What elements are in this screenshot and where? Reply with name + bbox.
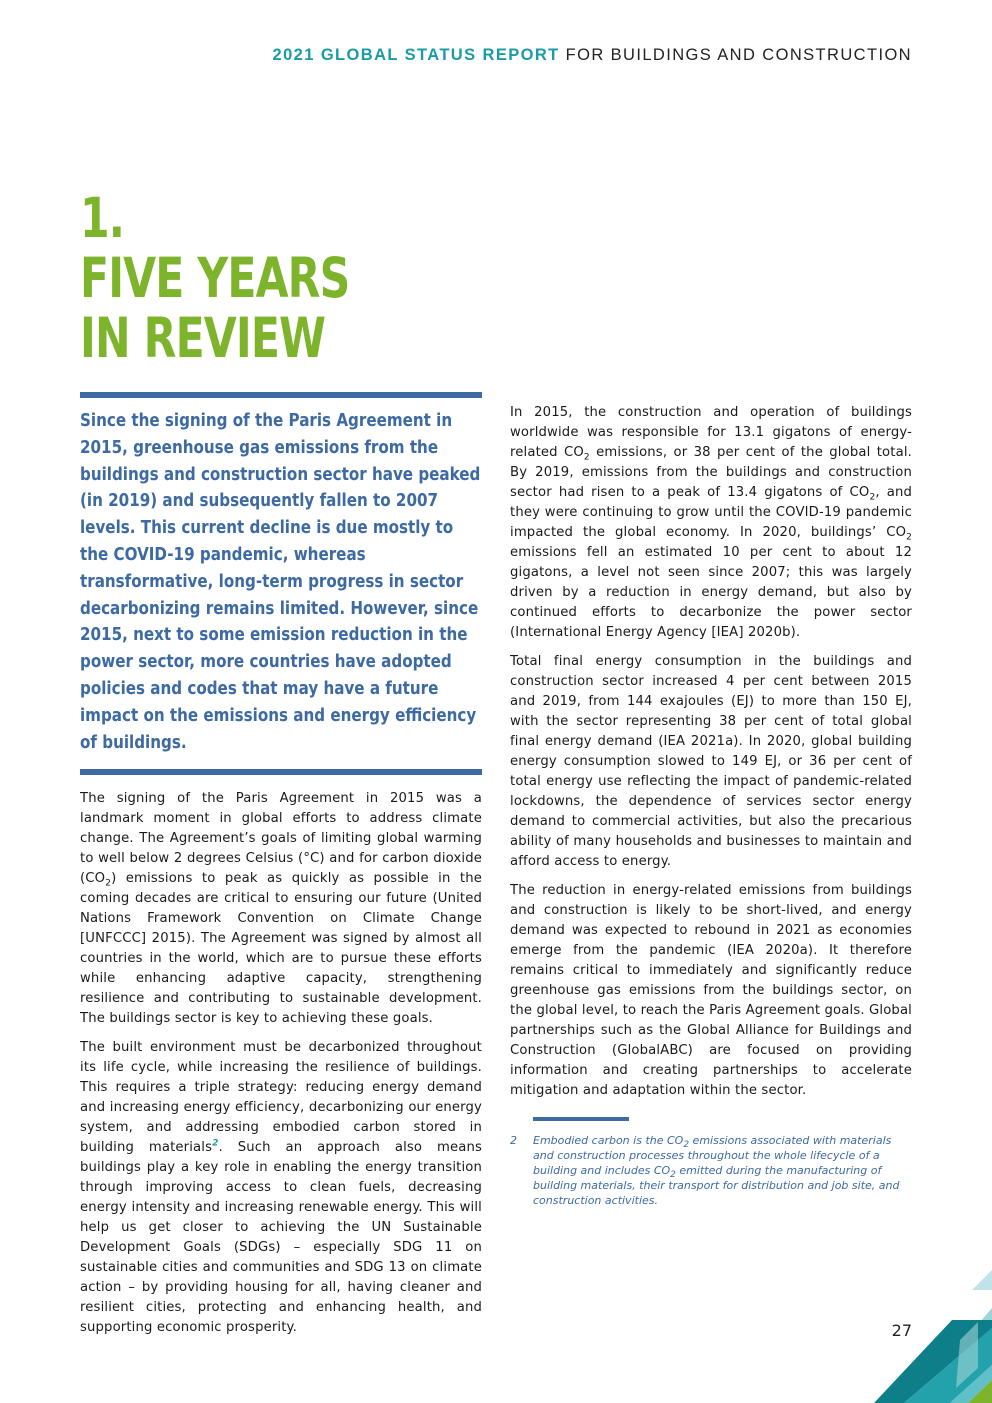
left-p1-text-b: ) emissions to peak as quickly as possible in the coming decades are critical to ensuring our future (United Nations Framework Convention on Climate Change [UNFCCC] 2015). The Agreement was signed by almost all countries in the world, which are to pursue these efforts while enhancing adaptive capacity, strengthening resilience and contributing to sustainable development. The buildings sector is key to achieving these goals.	[80, 871, 482, 1026]
footnote-reference-link[interactable]: 2	[212, 1138, 219, 1149]
footnote-text-a: Embodied carbon is the CO	[533, 1134, 684, 1147]
right-paragraph-1	[510, 403, 912, 643]
co2-subscript: 2	[670, 1170, 676, 1181]
co2-subscript: 2	[906, 532, 912, 543]
footnote-divider	[533, 1117, 629, 1121]
running-header	[273, 46, 912, 65]
right-p1-text-b: emissions, or 38 per cent of the global total. By 2019, emissions from the buildings and construction sector had risen to a peak of 13.4 gigatons of CO	[510, 445, 912, 500]
footnote-text-b: emissions associated with materials and construction processes throughout the whole lifecycle of a building and includes CO	[533, 1134, 892, 1177]
left-p2-text-b: . Such an approach also means buildings play a key role in enabling the energy transition through improving access to clean fuels, decreasing energy intensity and increasing renewable energy. This will help us get closer to achieving the UN Sustainable Development Goals (SDGs) – especially SDG 11 on sustainable cities and communities and SDG 13 on climate action – by providing housing for all, having cleaner and resilient cities, protecting and enhancing health, and supporting economic prosperity.	[80, 1140, 482, 1335]
left-p1-text-a: The signing of the Paris Agreement in 2015 was a landmark moment in global efforts to address climate change. The Agreement’s goals of limiting global warming to well below 2 degrees Celsius (°C) and for carbon dioxide (CO	[80, 791, 482, 886]
report-title-accent: 2021 GLOBAL STATUS REPORT	[272, 46, 560, 64]
right-body-column	[510, 403, 912, 1110]
chapter-title	[80, 188, 349, 368]
right-p1-text-d: emissions fell an estimated 10 per cent to about 12 gigatons, a level not seen since 2007; this was largely driven by a reduction in energy demand, but also by continued efforts to decarbonize the power sector (International Energy Agency [IEA] 2020b).	[510, 545, 912, 640]
co2-subscript: 2	[869, 492, 876, 503]
left-paragraph-1	[80, 789, 482, 1029]
co2-subscript: 2	[583, 452, 590, 463]
deco-light-triangle-top	[972, 1270, 992, 1290]
intro-summary-text: Since the signing of the Paris Agreement in 2015, greenhouse gas emissions from the buildings and construction sector have peaked (in 2019) and subsequently fallen to 2007 levels. This current decline is due mostly to the COVID-19 pandemic, whereas transformative, long-term progress in sector decarbonizing remains limited. However, since 2015, next to some emission reduction in the power sector, more countries have adopted policies and codes that may have a future impact on the emissions and energy efficiency of buildings.	[80, 411, 481, 753]
co2-subscript: 2	[683, 1140, 690, 1151]
footnote	[510, 1133, 912, 1208]
co2-subscript: 2	[105, 878, 112, 889]
intro-summary-box	[80, 392, 482, 775]
footnote-number: 2	[510, 1134, 517, 1147]
chapter-number: 1.	[80, 186, 125, 250]
right-p1-text-a: In 2015, the construction and operation of buildings worldwide was responsible for 13.1 gigatons of energy-related CO	[510, 405, 912, 460]
left-paragraph-2	[80, 1038, 482, 1338]
right-p1-text-c: , and they were continuing to grow until the COVID-19 pandemic impacted the global economy. In 2020, buildings’ CO	[510, 485, 912, 540]
report-title-rest: FOR BUILDINGS AND CONSTRUCTION	[565, 46, 912, 64]
chapter-title-line-1: FIVE YEARS	[80, 246, 350, 310]
footnote-text	[533, 1133, 912, 1208]
chapter-title-line-2: IN REVIEW	[80, 306, 326, 370]
right-paragraph-3: The reduction in energy-related emissions from buildings and construction is likely to be short-lived, and energy demand was expected to rebound in 2021 as economies emerge from the pandemic (IEA 2020a). It therefore remains critical to immediately and significantly reduce greenhouse gas emissions from the buildings sector, on the global level, to reach the Paris Agreement goals. Global partnerships such as the Global Alliance for Buildings and Construction (GlobalABC) are focused on providing information and creating partnerships to accelerate mitigation and adaptation within the sector.	[510, 883, 912, 1098]
page-number: 27	[891, 1321, 912, 1340]
right-paragraph-2: Total final energy consumption in the buildings and construction sector increased 4 per cent between 2015 and 2019, from 144 exajoules (EJ) to more than 150 EJ, with the sector representing 38 per cent of total global final energy demand (IEA 2021a). In 2020, global building energy consumption slowed to 149 EJ, or 36 per cent of total energy use reflecting the impact of pandemic-related lockdowns, the dependence of services sector energy demand to commercial activities, but also the precarious ability of many households and businesses to maintain and afford access to energy.	[510, 654, 912, 869]
left-body-column	[80, 789, 482, 1347]
footnote-text-c: emitted during the manufacturing of building materials, their transport for distribution and job site, and construction activities.	[533, 1164, 900, 1207]
left-p2-text-a: The built environment must be decarbonized throughout its life cycle, while increasing the resilience of buildings. This requires a triple strategy: reducing energy demand and increasing energy efficiency, decarbonizing our energy system, and addressing embodied carbon stored in building materials	[80, 1040, 482, 1155]
corner-decoration-graphic	[860, 1270, 992, 1403]
